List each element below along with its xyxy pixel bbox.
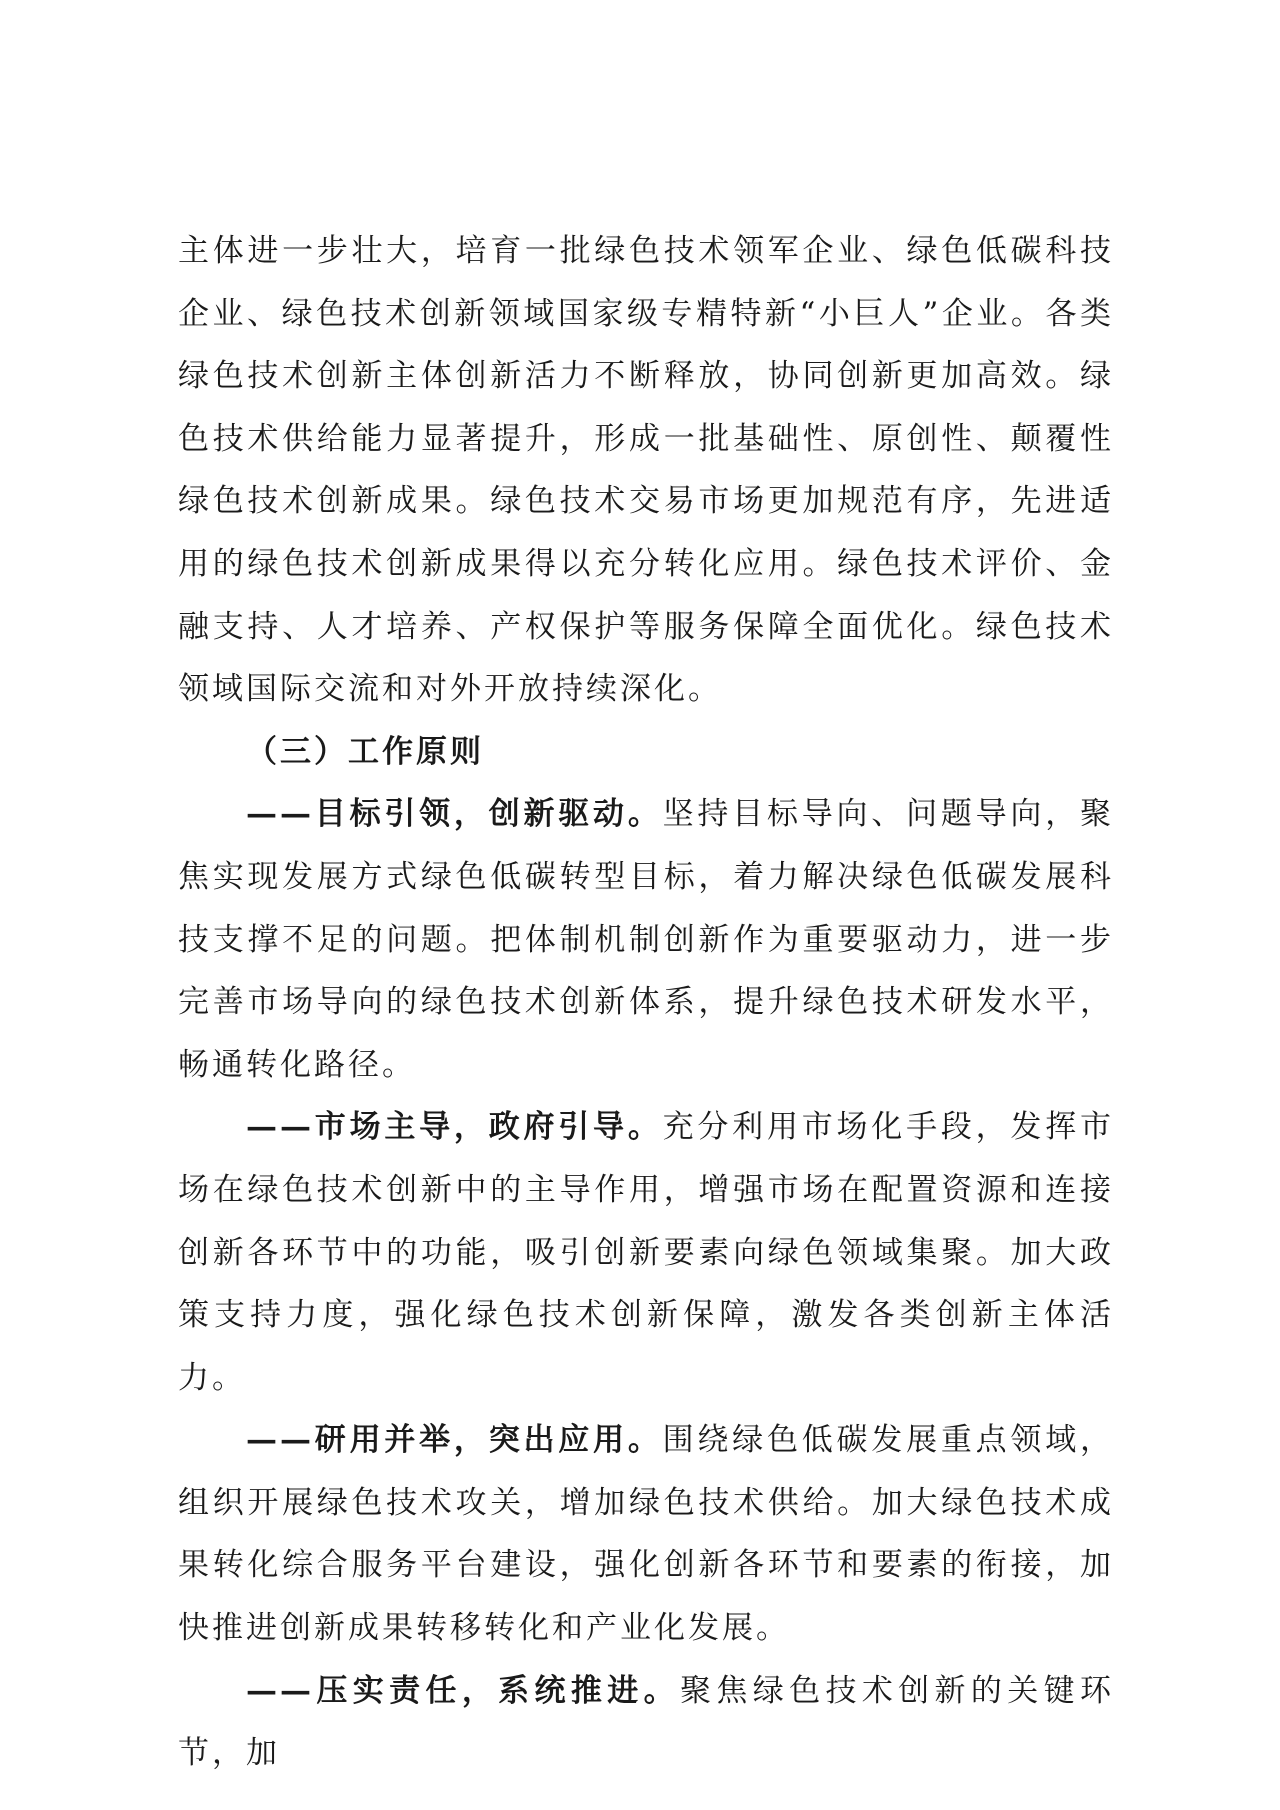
principle-title-2: ——市场主导，政府引导。 bbox=[246, 1109, 663, 1146]
principle-title-4: ——压实责任，系统推进。 bbox=[246, 1672, 680, 1709]
principle-paragraph-1 bbox=[178, 783, 1114, 1096]
intro-paragraph: 主体进一步壮大，培育一批绿色技术领军企业、绿色低碳科技企业、绿色技术创新领域国家级专精特新“小巨人”企业。各类绿色技术创新主体创新活力不断释放，协同创新更加高效。绿色技术供给能力显著提升，形成一批基础性、原创性、颠覆性绿色技术创新成果。绿色技术交易市场更加规范有序，先进适用的绿色技术创新成果得以充分转化应用。绿色技术评价、金融支持、人才培养、产权保护等服务保障全面优化。绿色技术领域国际交流和对外开放持续深化。 bbox=[178, 233, 1114, 708]
principle-title-1: ——目标引领，创新驱动。 bbox=[246, 796, 663, 833]
principle-title-3: ——研用并举，突出应用。 bbox=[246, 1422, 663, 1459]
principle-body-1: 坚持目标导向、问题导向，聚焦实现发展方式绿色低碳转型目标，着力解决绿色低碳发展科技支撑不足的问题。把体制机制创新作为重要驱动力，进一步完善市场导向的绿色技术创新体系，提升绿色技术研发水平，畅通转化路径。 bbox=[178, 796, 1114, 1083]
principle-body-4: 聚焦绿色技术创新的关键环节，加 bbox=[178, 1672, 1114, 1772]
principle-paragraph-2 bbox=[178, 1096, 1114, 1409]
principle-paragraph-3 bbox=[178, 1409, 1114, 1659]
section-heading: （三）工作原则 bbox=[246, 733, 484, 770]
principle-body-3: 围绕绿色低碳发展重点领域，组织开展绿色技术攻关，增加绿色技术供给。加大绿色技术成果转化综合服务平台建设，强化创新各环节和要素的衔接，加快推进创新成果转移转化和产业化发展。 bbox=[178, 1422, 1114, 1647]
principle-body-2: 充分利用市场化手段，发挥市场在绿色技术创新中的主导作用，增强市场在配置资源和连接创新各环节中的功能，吸引创新要素向绿色领域集聚。加大政策支持力度，强化绿色技术创新保障，激发各类创新主体活力。 bbox=[178, 1109, 1114, 1396]
document-body bbox=[178, 220, 1114, 1785]
principle-paragraph-4 bbox=[178, 1660, 1114, 1785]
